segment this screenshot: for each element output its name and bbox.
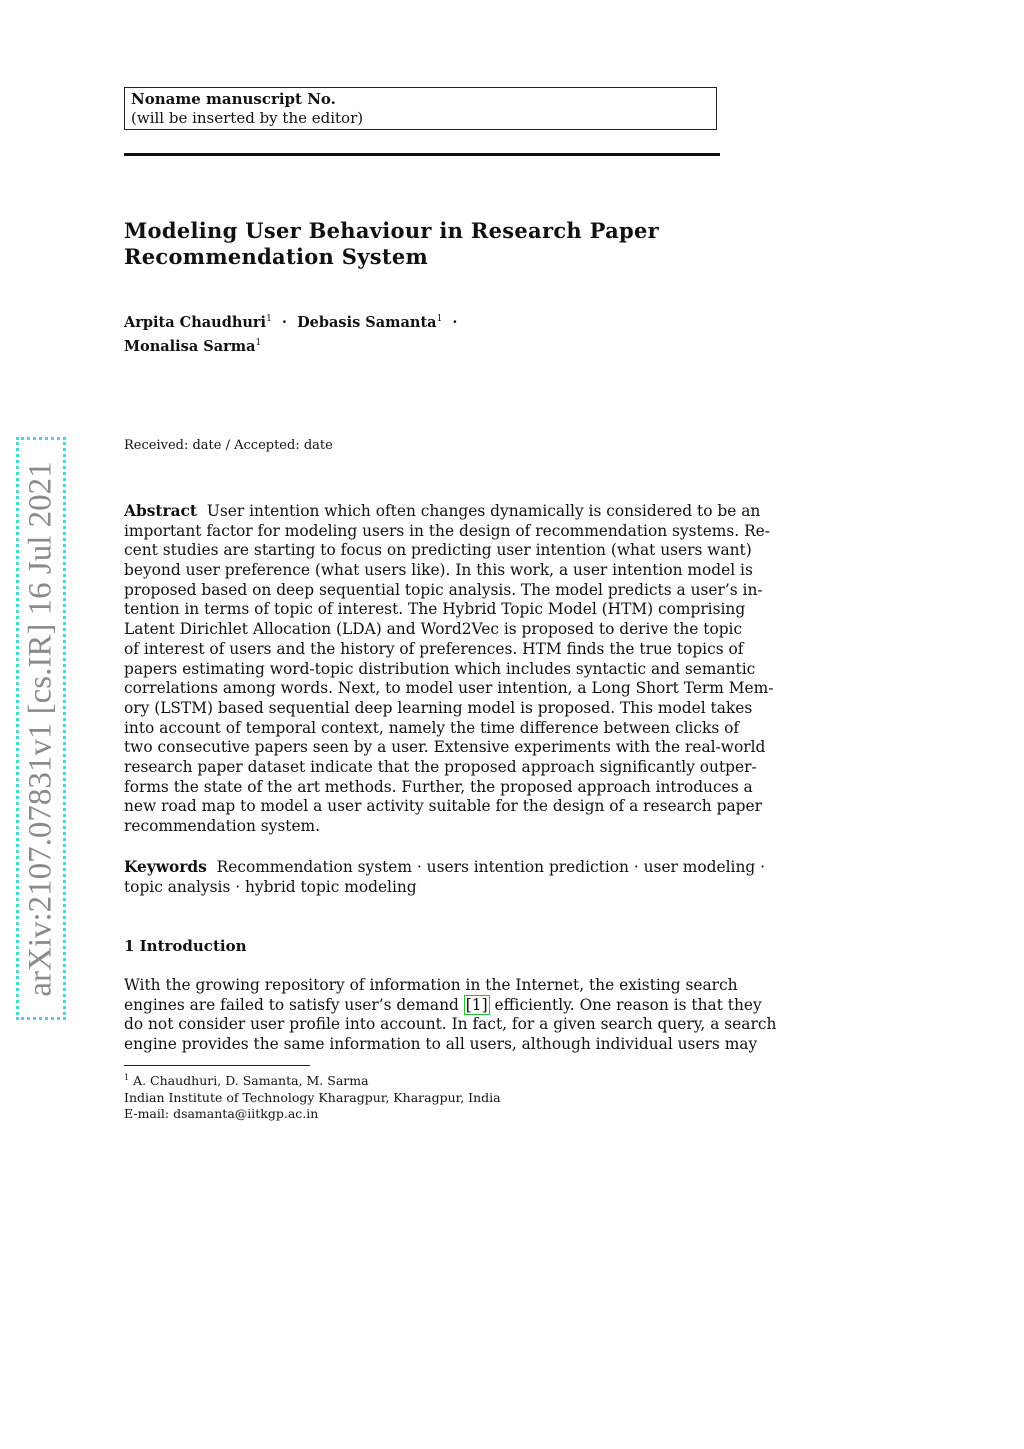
footnote-rule — [124, 1065, 310, 1066]
author-name: Debasis Samanta — [297, 313, 437, 331]
introduction-text — [124, 976, 777, 1055]
abstract-line: User intention which often changes dynamically is considered to be an — [206, 502, 761, 520]
abstract-line: two consecutive papers seen by a user. Extensive experiments with the real-world — [124, 738, 766, 757]
received-date: Received: date / Accepted: date — [124, 438, 333, 453]
author-list — [124, 309, 724, 357]
arxiv-stamp[interactable] — [16, 437, 66, 1020]
manuscript-number: Noname manuscript No. — [131, 90, 336, 108]
abstract-line: forms the state of the art methods. Further, the proposed approach introduces a — [124, 777, 753, 796]
abstract-line: beyond user preference (what users like). In this work, a user intention model is — [124, 561, 753, 580]
abstract-line: proposed based on deep sequential topic analysis. The model predicts a user’s in- — [124, 580, 763, 599]
keywords — [124, 858, 766, 897]
abstract-line: recommendation system. — [124, 817, 321, 835]
abstract-label: Abstract — [124, 502, 198, 520]
keywords-line: topic analysis · hybrid topic modeling — [124, 877, 417, 896]
author-name: Arpita Chaudhuri — [124, 313, 267, 331]
intro-line: do not consider user profile into account. In fact, for a given search query, a search — [124, 1015, 777, 1034]
title-rule — [124, 153, 720, 156]
footnote-email: E-mail: dsamanta@iitkgp.ac.in — [124, 1106, 319, 1122]
arxiv-identifier[interactable]: arXiv:2107.07831v1 [cs.IR] 16 Jul 2021 — [22, 460, 59, 997]
keywords-line: Recommendation system · users intention prediction · user modeling · — [216, 858, 766, 876]
abstract-line: correlations among words. Next, to model user intention, a Long Short Term Mem- — [124, 679, 774, 698]
intro-line: With the growing repository of information in the Internet, the existing search — [124, 976, 738, 994]
affiliation-mark: 1 — [266, 314, 272, 324]
intro-line: efficiently. One reason is that they — [494, 995, 762, 1014]
section-heading: 1 Introduction — [124, 937, 247, 955]
affiliation-mark: 1 — [255, 337, 262, 348]
author-separator: · — [452, 313, 458, 331]
affiliation-mark: 1 — [436, 314, 443, 324]
abstract-line: new road map to model a user activity suitable for the design of a research paper — [124, 797, 762, 816]
abstract-line: research paper dataset indicate that the proposed approach significantly outper- — [124, 757, 757, 776]
footnote — [124, 1070, 501, 1123]
abstract-line: Latent Dirichlet Allocation (LDA) and Word2Vec is proposed to derive the topic — [124, 620, 743, 639]
title-line-2: Recommendation System — [124, 244, 429, 269]
citation-link[interactable]: [1] — [465, 995, 488, 1014]
abstract-line: into account of temporal context, namely the time difference between clicks of — [124, 718, 740, 737]
abstract-line: important factor for modeling users in the design of recommendation systems. Re- — [124, 521, 770, 540]
abstract-line: ory (LSTM) based sequential deep learning model is proposed. This model takes — [124, 698, 753, 717]
abstract-line: of interest of users and the history of preferences. HTM finds the true topics of — [124, 639, 744, 658]
abstract-line: tention in terms of topic of interest. The Hybrid Topic Model (HTM) comprising — [124, 600, 746, 619]
abstract-line: papers estimating word-topic distribution which includes syntactic and semantic — [124, 659, 756, 678]
editor-box — [124, 87, 717, 130]
abstract — [124, 502, 774, 837]
footnote-authors: A. Chaudhuri, D. Samanta, M. Sarma — [133, 1073, 369, 1089]
title-line-1: Modeling User Behaviour in Research Paper — [124, 218, 660, 243]
keywords-label: Keywords — [124, 858, 207, 876]
editor-note: (will be inserted by the editor) — [131, 109, 364, 127]
intro-line: engine provides the same information to all users, although individual users may — [124, 1035, 758, 1054]
author-name: Monalisa Sarma — [124, 337, 256, 355]
author-separator: · — [281, 313, 287, 331]
intro-line: engines are failed to satisfy user’s demand — [124, 995, 459, 1014]
footnote-mark: 1 — [124, 1073, 130, 1082]
abstract-line: cent studies are starting to focus on predicting user intention (what users want) — [124, 541, 752, 560]
footnote-institution: Indian Institute of Technology Kharagpur, Kharagpur, India — [124, 1089, 501, 1105]
paper-title — [124, 218, 724, 270]
